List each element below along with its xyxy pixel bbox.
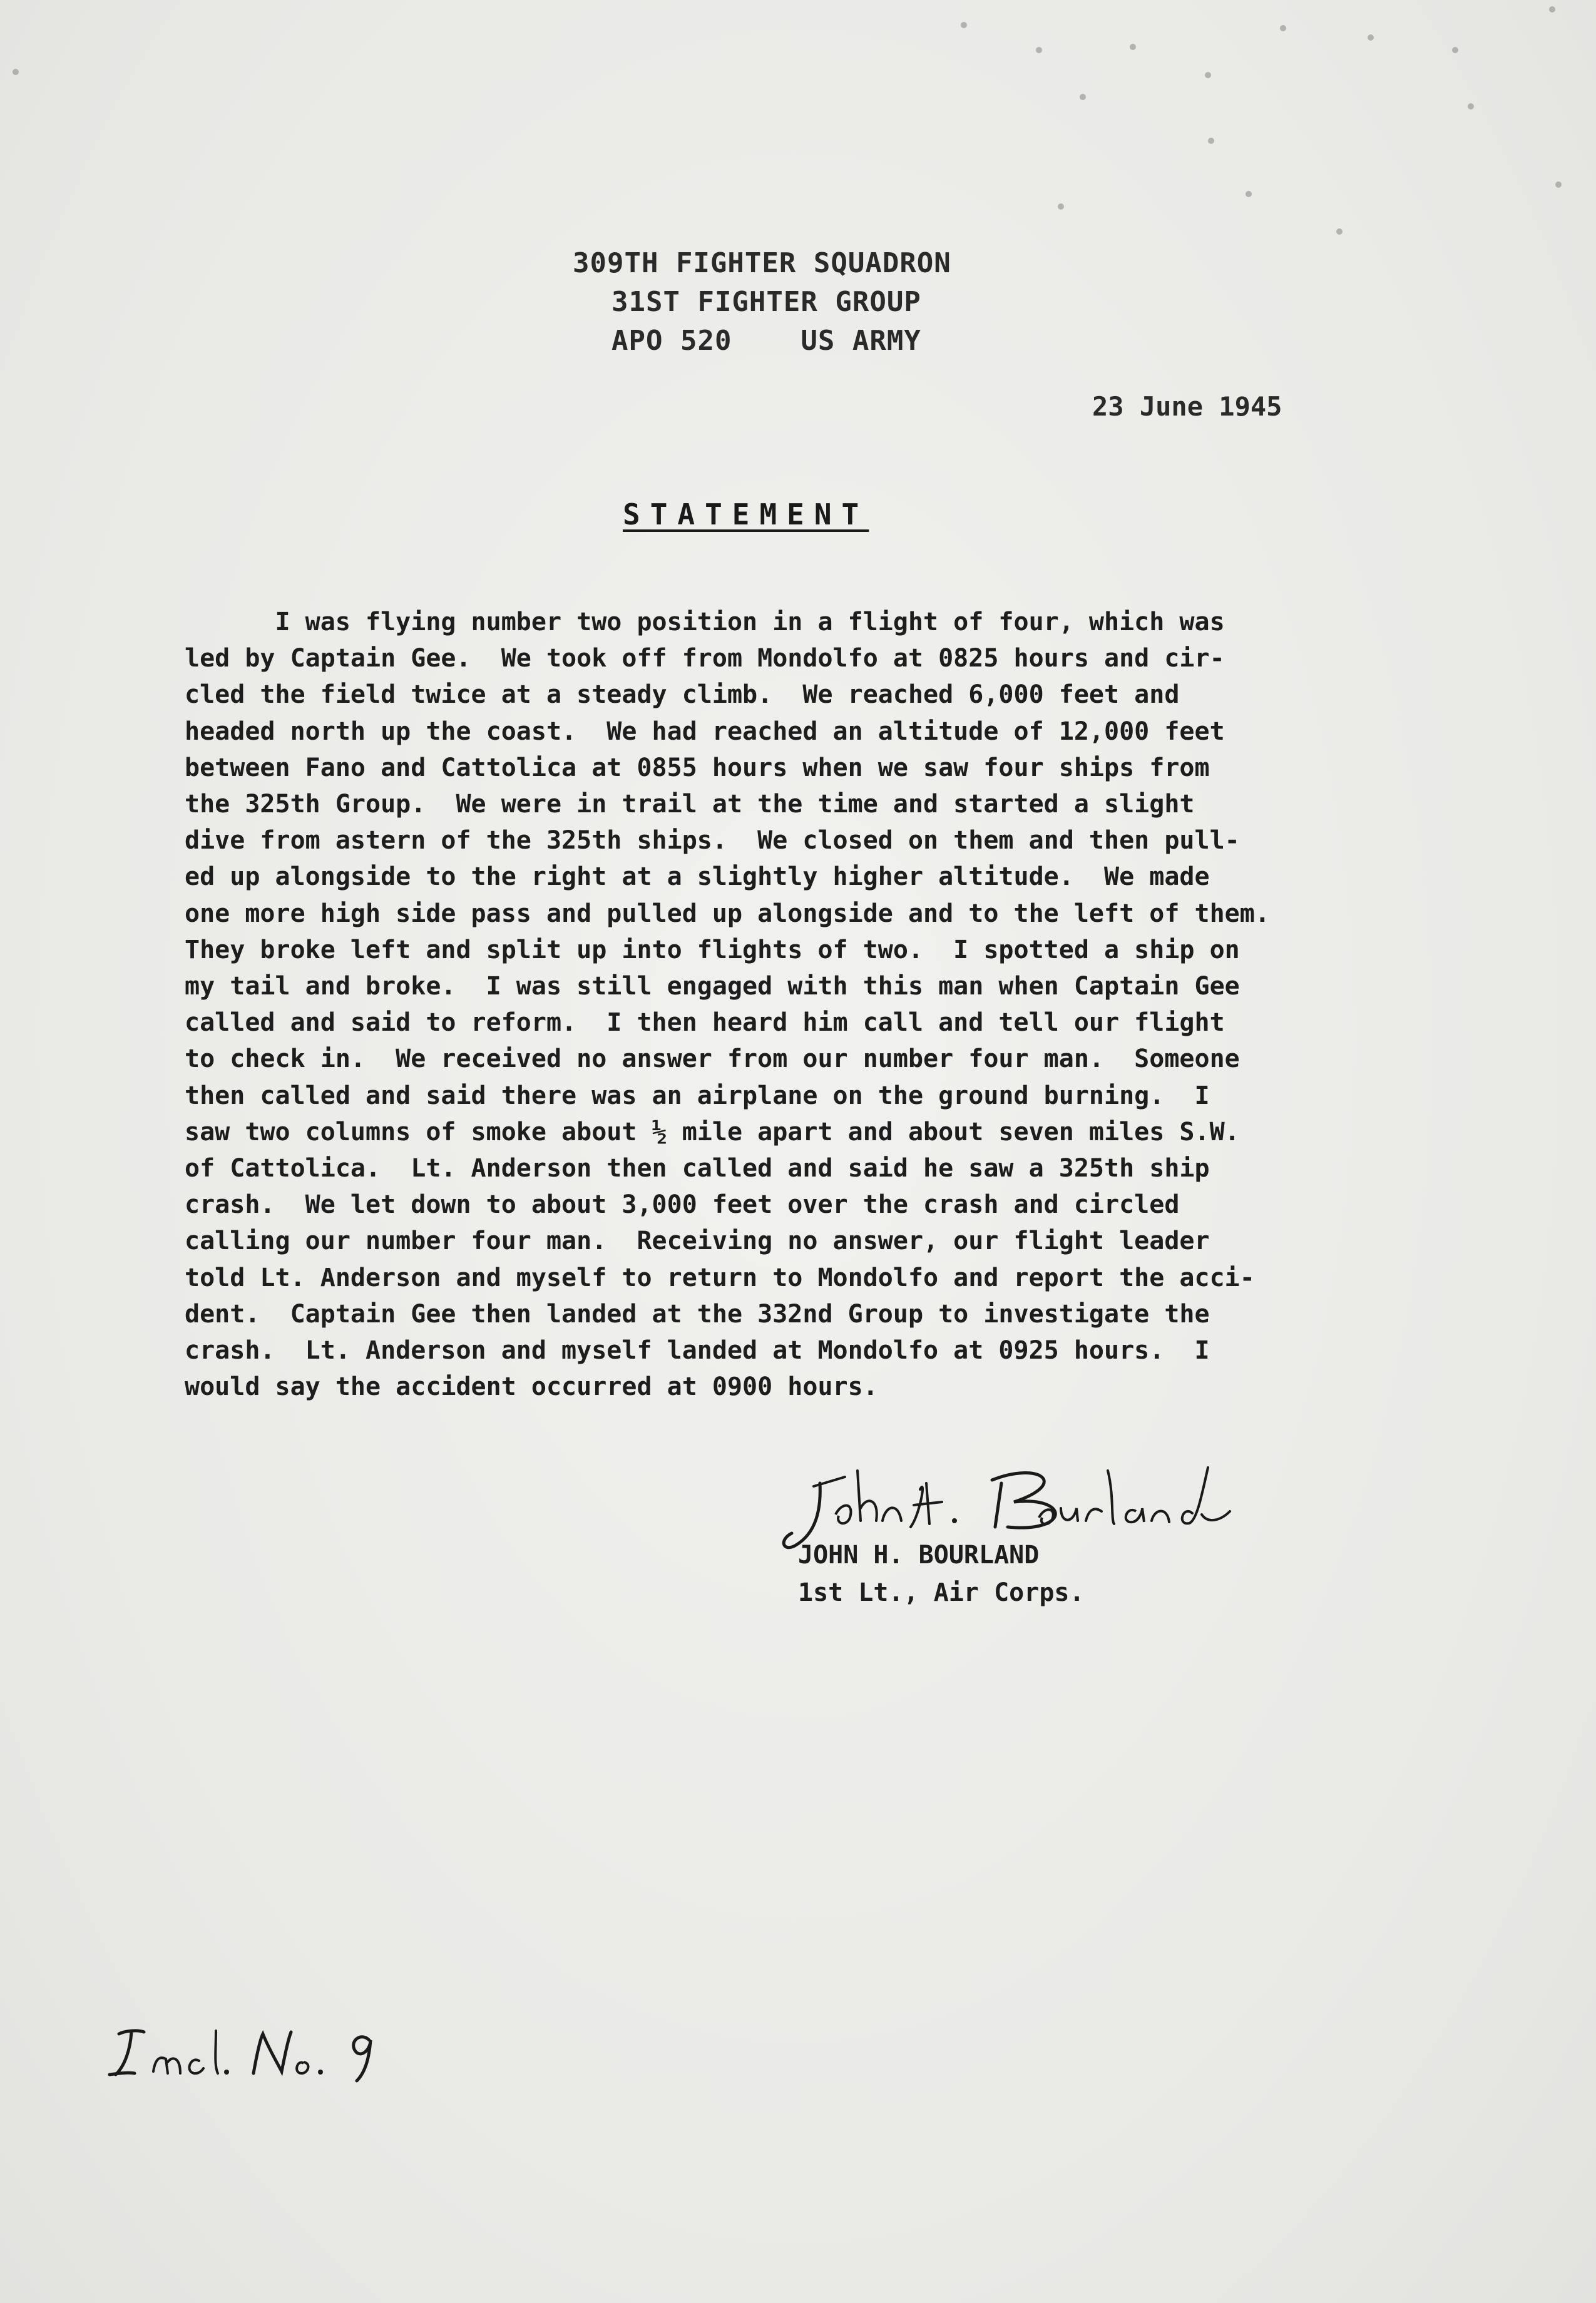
statement-line: called and said to reform. I then heard him call and tell our flight <box>185 1008 1225 1038</box>
statement-line: I was flying number two position in a flight of four, which was <box>185 608 1225 636</box>
statement-line: the 325th Group. We were in trail at the time and started a slight <box>185 790 1195 819</box>
document-date: 23 June 1945 <box>1092 391 1282 422</box>
statement-line: would say the accident occurred at 0900 hours. <box>185 1372 878 1402</box>
statement-line: cled the field twice at a steady climb. We reached 6,000 feet and <box>185 680 1180 710</box>
statement-line: my tail and broke. I was still engaged with this man when Captain Gee <box>185 972 1240 1001</box>
statement-line: led by Captain Gee. We took off from Mondolfo at 0825 hours and cir- <box>185 644 1225 673</box>
scan-speck <box>1452 47 1458 53</box>
scan-speck <box>961 22 967 28</box>
signature-block <box>798 1536 1085 1611</box>
statement-line: one more high side pass and pulled up alongside and to the left of them. <box>185 899 1270 928</box>
enclosure-note-handwritten <box>100 2018 388 2087</box>
scan-speck <box>1549 6 1555 13</box>
statement-line: dive from astern of the 325th ships. We closed on them and then pull- <box>185 826 1240 855</box>
letterhead-group: 31ST FIGHTER GROUP <box>611 286 921 318</box>
scan-speck <box>1205 72 1211 78</box>
statement-line: dent. Captain Gee then landed at the 332nd Group to investigate the <box>185 1299 1210 1329</box>
letterhead-apo: APO 520 US ARMY <box>611 325 921 357</box>
statement-line: to check in. We received no answer from our number four man. Someone <box>185 1044 1240 1074</box>
scan-speck <box>1336 228 1343 235</box>
statement-line: crash. Lt. Anderson and myself landed at Mondolfo at 0925 hours. I <box>185 1336 1210 1366</box>
statement-line: ed up alongside to the right at a slightly higher altitude. We made <box>185 862 1210 892</box>
scan-speck <box>1468 103 1474 110</box>
scan-speck <box>1208 138 1214 144</box>
statement-line: calling our number four man. Receiving no answer, our flight leader <box>185 1227 1210 1256</box>
typed-name: JOHN H. BOURLAND <box>798 1541 1040 1570</box>
statement-line: They broke left and split up into flights of two. I spotted a ship on <box>185 935 1240 964</box>
scan-speck <box>1246 191 1252 197</box>
scan-speck <box>1555 181 1562 188</box>
scan-speck <box>1058 203 1064 210</box>
letterhead <box>573 244 1011 360</box>
scan-speck <box>1130 44 1136 50</box>
scan-speck <box>13 69 19 75</box>
statement-line: crash. We let down to about 3,000 feet over the crash and circled <box>185 1190 1180 1220</box>
scan-speck <box>1280 25 1286 31</box>
statement-line: then called and said there was an airplane on the ground burning. I <box>185 1081 1210 1110</box>
statement-line: headed north up the coast. We had reached an altitude of 12,000 feet <box>185 717 1225 746</box>
statement-line: saw two columns of smoke about ½ mile apart and about seven miles S.W. <box>185 1117 1240 1146</box>
scan-speck <box>1080 94 1086 100</box>
statement-line: of Cattolica. Lt. Anderson then called and said he saw a 325th ship <box>185 1154 1210 1183</box>
statement-line: between Fano and Cattolica at 0855 hours when we saw four ships from <box>185 753 1210 782</box>
statement-line: told Lt. Anderson and myself to return to Mondolfo and report the acci- <box>185 1263 1255 1292</box>
letterhead-squadron: 309TH FIGHTER SQUADRON <box>573 247 951 279</box>
signer-rank: 1st Lt., Air Corps. <box>798 1578 1085 1607</box>
statement-body <box>185 604 1474 1405</box>
scan-speck <box>1036 47 1042 53</box>
scan-speck <box>1368 34 1374 41</box>
document-title: STATEMENT <box>623 498 869 531</box>
